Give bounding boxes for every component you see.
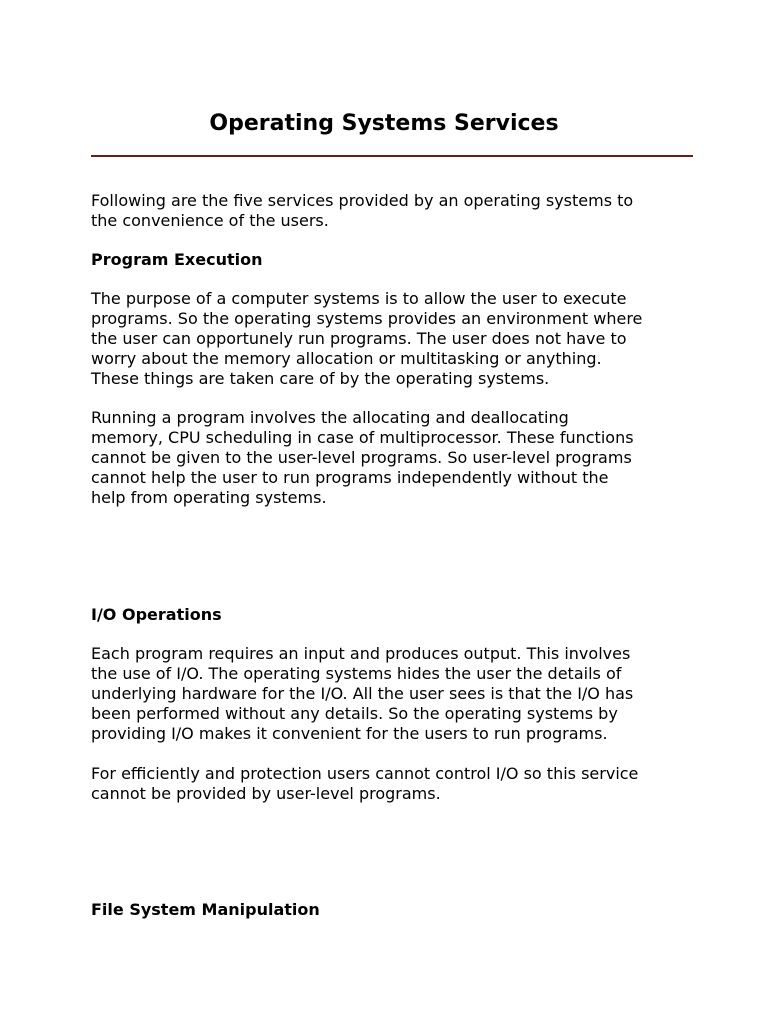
text-line: The purpose of a computer systems is to allow the user to execute xyxy=(91,289,627,308)
text-line: worry about the memory allocation or multitasking or anything. xyxy=(91,349,602,368)
io-operations-paragraph-1 xyxy=(91,644,691,744)
io-operations-paragraph-2 xyxy=(91,764,691,804)
text-line: Following are the five services provided by an operating systems to xyxy=(91,191,634,210)
title-divider xyxy=(91,155,693,157)
text-line: Each program requires an input and produces output. This involves xyxy=(91,644,631,663)
page-title: Operating Systems Services xyxy=(209,111,559,136)
text-line: memory, CPU scheduling in case of multiprocessor. These functions xyxy=(91,428,634,447)
text-line: been performed without any details. So the operating systems by xyxy=(91,704,618,723)
text-line: cannot be given to the user-level programs. So user-level programs xyxy=(91,448,632,467)
section-heading-program-execution: Program Execution xyxy=(91,250,263,269)
text-line: cannot help the user to run programs independently without the xyxy=(91,468,609,487)
text-line: These things are taken care of by the operating systems. xyxy=(91,369,550,388)
section-heading-file-system-manipulation: File System Manipulation xyxy=(91,900,320,919)
program-execution-paragraph-2 xyxy=(91,408,691,508)
text-line: the convenience of the users. xyxy=(91,211,329,230)
text-line: help from operating systems. xyxy=(91,488,327,507)
text-line: underlying hardware for the I/O. All the user sees is that the I/O has xyxy=(91,684,634,703)
text-line: the user can opportunely run programs. The user does not have to xyxy=(91,329,627,348)
text-line: Running a program involves the allocating and deallocating xyxy=(91,408,569,427)
section-heading-io-operations: I/O Operations xyxy=(91,605,222,624)
program-execution-paragraph-1 xyxy=(91,289,691,389)
text-line: the use of I/O. The operating systems hides the user the details of xyxy=(91,664,622,683)
text-line: programs. So the operating systems provides an environment where xyxy=(91,309,643,328)
text-line: cannot be provided by user-level programs. xyxy=(91,784,441,803)
intro-paragraph xyxy=(91,191,691,231)
text-line: For efficiently and protection users cannot control I/O so this service xyxy=(91,764,639,783)
text-line: providing I/O makes it convenient for the users to run programs. xyxy=(91,724,608,743)
